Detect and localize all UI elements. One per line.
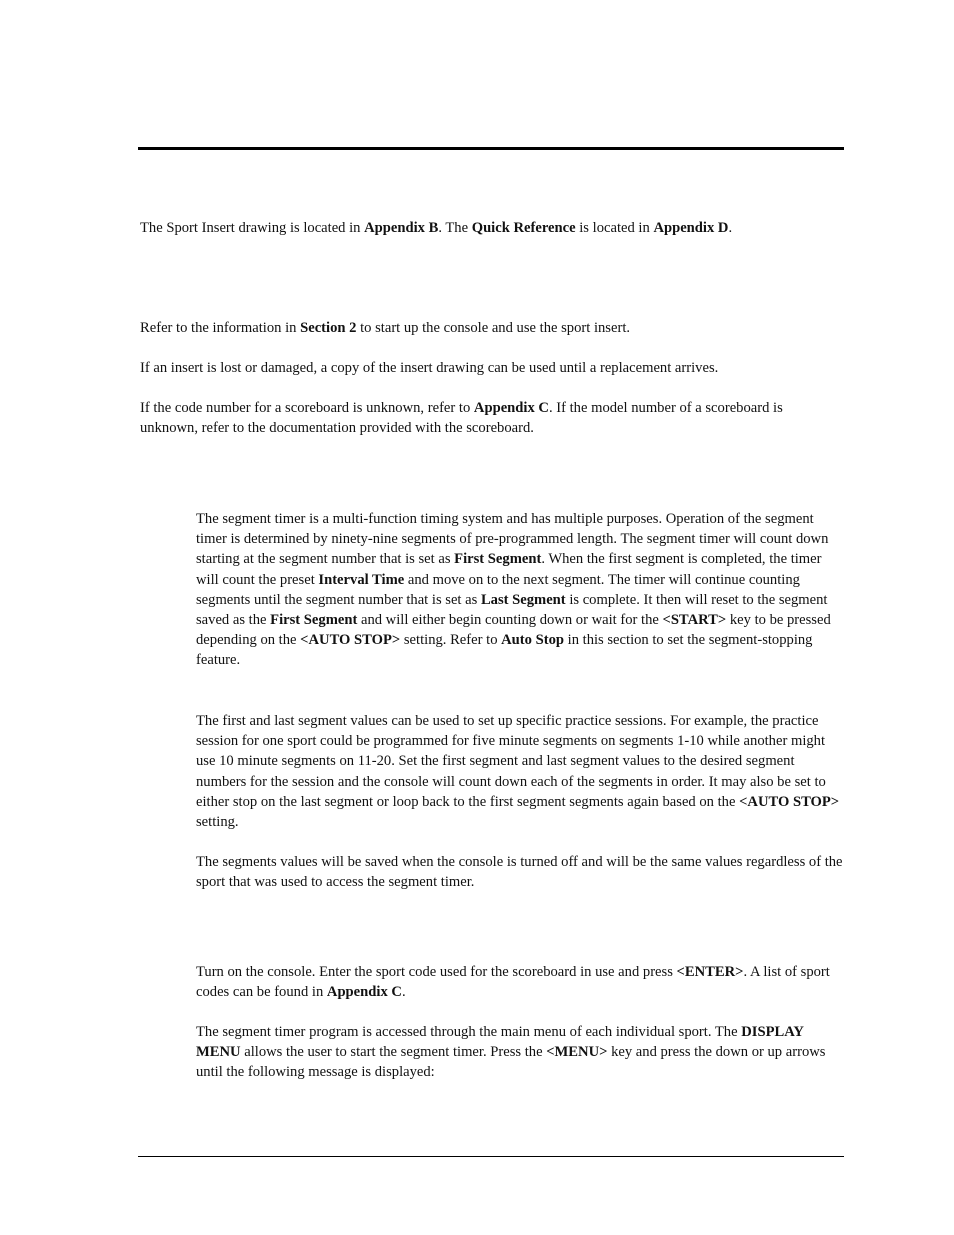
refer-paragraph: [140, 318, 840, 338]
segment-text-6: key to be pressed depending on the: [196, 612, 831, 649]
program-text-1: The segment timer program is accessed through the main menu of each individual sport. The: [196, 1024, 742, 1040]
display-menu-term: DISPLAY MENU: [196, 1024, 804, 1061]
refer-text-1: Refer to the information in: [140, 320, 301, 336]
lost-insert-text: If an insert is lost or damaged, a copy of the insert drawing can be used until a replacement arrives.: [140, 360, 719, 376]
intro-text-3: is located in: [575, 220, 654, 236]
intro-text-1: The Sport Insert drawing is located in: [140, 220, 365, 236]
code-unknown-text-1: If the code number for a scoreboard is unknown, refer to: [140, 400, 474, 416]
segment-text-8: in this section to set the segment-stopping feature.: [196, 632, 813, 669]
auto-stop-key-term-2: <AUTO STOP>: [739, 793, 840, 810]
segment-timer-paragraph: [196, 509, 846, 671]
saved-values-paragraph: [196, 852, 846, 892]
appendix-d-ref: Appendix D: [653, 220, 729, 236]
enter-key-term: <ENTER>: [676, 964, 744, 980]
segment-text-7: setting. Refer to: [400, 632, 502, 649]
first-segment-term: First Segment: [454, 551, 542, 568]
segment-text-1: The segment timer is a multi-function timing system and has multiple purposes. Operation of the segment timer is determined by ninety-nine segments of pre-programmed length. The segment timer will count down starting at the segment number that is set as: [196, 511, 829, 568]
quick-reference-ref: Quick Reference: [471, 220, 576, 236]
appendix-c-ref-2: Appendix C: [326, 984, 402, 1001]
segment-text-3: and move on to the next segment. The timer will continue counting segments until the segment number that is set as: [196, 571, 800, 608]
intro-paragraph: [140, 218, 840, 238]
menu-key-term: <MENU>: [546, 1044, 608, 1061]
first-last-text-1: The first and last segment values can be used to set up specific practice sessions. For example, the practice session for one sport could be programmed for five minute segments on segments 1-10 while another might use 10 minute segments on 11-20. Set the first segment and last segment values to the desired segment numbers for the session and the console will count down each of the segments in order. It may also be set to either stop on the last segment or loop back to the first segment segments again based on the: [196, 713, 826, 810]
turn-on-text-1: Turn on the console. Enter the sport code used for the scoreboard in use and press: [196, 964, 677, 980]
refer-text-2: to start up the console and use the sport insert.: [356, 320, 631, 336]
header-rule: [138, 147, 844, 150]
program-text-3: key and press the down or up arrows until the following message is displayed:: [196, 1044, 826, 1081]
segment-text-4: is complete. It then will reset to the segment saved as the: [196, 591, 828, 629]
section-2-ref: Section 2: [300, 320, 357, 336]
saved-values-text: The segments values will be saved when the console is turned off and will be the same values regardless of the sport that was used to access the segment timer.: [196, 854, 843, 891]
appendix-b-ref: Appendix B: [364, 220, 439, 236]
segment-text-2: . When the first segment is completed, the timer will count the preset: [196, 551, 822, 588]
start-key-term: <START>: [662, 612, 727, 629]
program-access-paragraph: [196, 1022, 846, 1083]
auto-stop-term: Auto Stop: [501, 632, 564, 649]
intro-text-2: . The: [438, 220, 472, 236]
turn-on-text-3: .: [401, 984, 406, 1001]
turn-on-text-2: . A list of sport codes can be found in: [196, 964, 830, 1001]
first-last-paragraph: [196, 711, 846, 832]
program-text-2: allows the user to start the segment timer. Press the: [240, 1044, 547, 1061]
code-unknown-paragraph: [140, 398, 805, 438]
turn-on-paragraph: [196, 962, 846, 1002]
footer-rule: [138, 1156, 844, 1157]
segment-text-5: and will either begin counting down or wait for the: [357, 612, 663, 629]
first-last-text-2: setting.: [196, 814, 239, 831]
last-segment-term: Last Segment: [480, 591, 566, 608]
appendix-c-ref: Appendix C: [473, 400, 549, 416]
intro-text-4: .: [728, 220, 733, 236]
lost-insert-paragraph: [140, 358, 840, 378]
first-segment-term-2: First Segment: [270, 612, 358, 629]
auto-stop-key-term: <AUTO STOP>: [300, 632, 401, 649]
code-unknown-text-2: . If the model number of a scoreboard is unknown, refer to the documentation provided with the scoreboard.: [140, 400, 783, 437]
interval-time-term: Interval Time: [318, 571, 405, 588]
